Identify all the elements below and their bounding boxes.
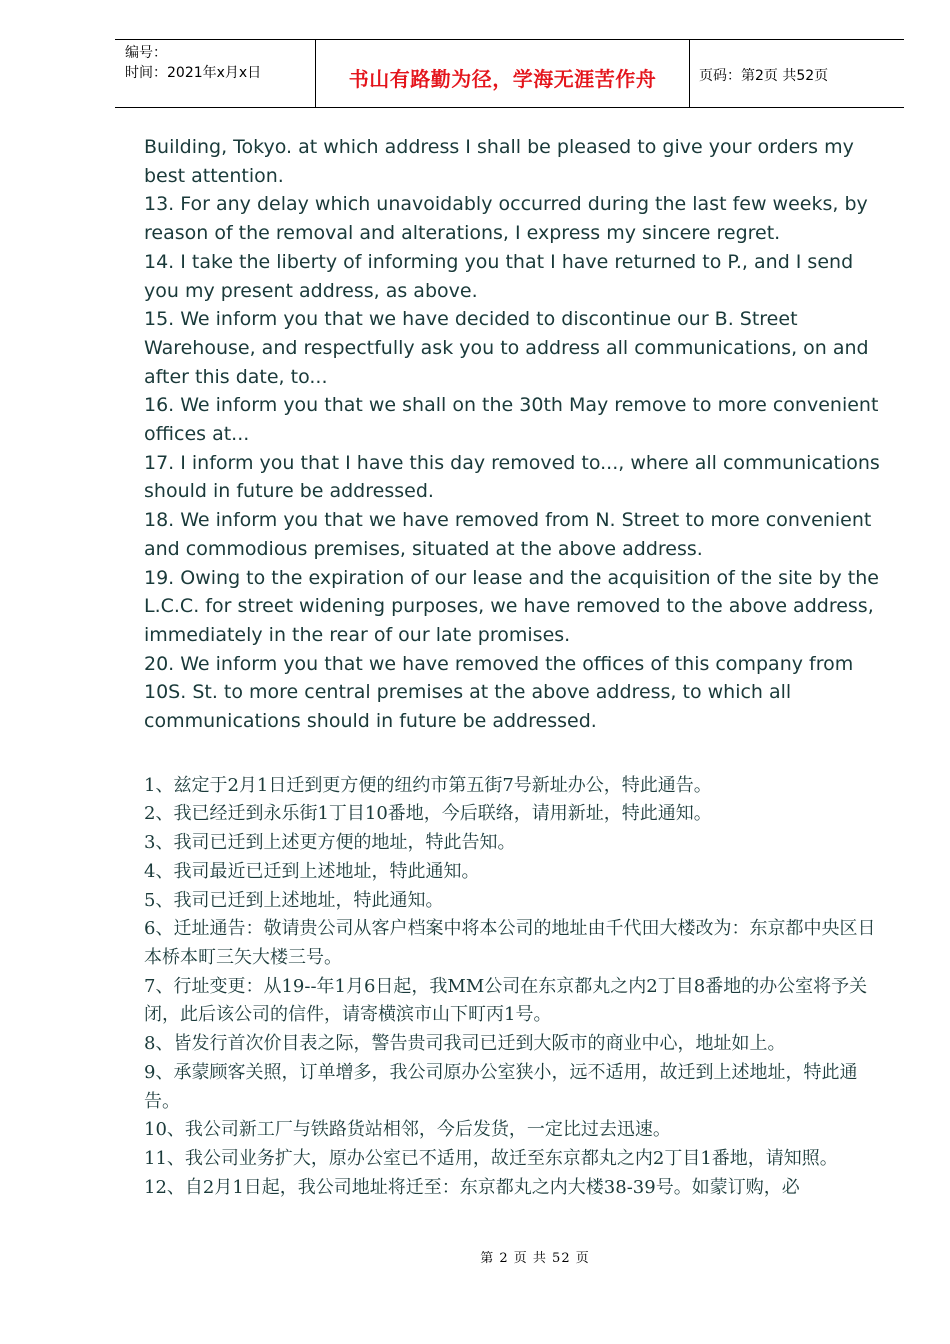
english-paragraph: Building, Tokyo. at which address I shall be pleased to give your orders my best attention. [144,136,854,187]
chinese-paragraph: 5、我司已迁到上述地址，特此通知。 [144,889,444,911]
english-paragraph: 17. I inform you that I have this day removed to..., where all communications should in future be addressed. [144,451,880,503]
page-header [115,39,904,108]
chinese-paragraph: 10、我公司新工厂与铁路货站相邻，今后发货，一定比过去迅速。 [144,1119,671,1141]
page-footer: 第 2 页 共 52 页 [480,1251,590,1266]
chinese-paragraph: 7、行址变更：从19--年1月6日起，我MM公司在东京都丸之内2丁目8番地的办公室将予关闭，此后该公司的信件，请寄横滨市山下町丙1号。 [144,975,868,1026]
chinese-paragraph: 6、迁址通告：敬请贵公司从客户档案中将本公司的地址由千代田大楼改为：东京都中央区日本桥本町三矢大楼三号。 [144,918,876,968]
english-paragraph: 15. We inform you that we have decided to discontinue our B. Street Warehouse, and respectfully ask you to address all communications, on and after this date, to... [144,308,869,388]
chinese-paragraph: 8、皆发行首次价目表之际，警告贵司我司已迁到大阪市的商业中心，地址如上。 [144,1033,786,1055]
english-paragraph: 19. Owing to the expiration of our lease and the acquisition of the site by the L.C.C. for street widening purposes, we have removed to the above address, immediately in the rear of our late promises. [144,566,879,646]
chinese-paragraph: 11、我公司业务扩大，原办公室已不适用，故迁至东京都丸之内2丁目1番地，请知照。 [144,1147,838,1169]
english-paragraph: 14. I take the liberty of informing you that I have returned to P., and I send you my present address, as above. [144,250,854,302]
english-paragraph: 18. We inform you that we have removed from N. Street to more convenient and commodious premises, situated at the above address. [144,509,872,560]
page-info: 页码：第2页 共52页 [699,68,829,84]
header-motto-cell [316,40,690,107]
english-paragraph: 16. We inform you that we shall on the 30th May remove to more convenient offices at... [144,394,879,446]
motto: 书山有路勤为径，学海无涯苦作舟 [348,67,657,91]
chinese-paragraph: 2、我已经迁到永乐街1丁目10番地，今后联络，请用新址，特此通知。 [144,803,712,825]
chinese-paragraph: 1、兹定于2月1日迁到更方便的纽约市第五街7号新址办公，特此通告。 [144,774,712,796]
code-label: 编号： [125,45,167,61]
chinese-paragraph: 3、我司已迁到上述更方便的地址，特此告知。 [144,832,516,854]
chinese-paragraph: 4、我司最近已迁到上述地址，特此通知。 [144,860,480,882]
chinese-paragraph: 12、自2月1日起，我公司地址将迁至：东京都丸之内大楼38-39号。如蒙订购，必 [144,1176,800,1198]
chinese-section [144,772,884,1203]
chinese-paragraph: 9、承蒙顾客关照，订单增多，我公司原办公室狭小，远不适用，故迁到上述地址，特此通告。 [144,1061,858,1112]
english-paragraph: 13. For any delay which unavoidably occurred during the last few weeks, by reason of the removal and alterations, I express my sincere regret. [144,193,868,245]
english-section [144,133,884,736]
header-meta-cell [115,40,316,107]
document-body [144,133,884,1202]
english-paragraph: 20. We inform you that we have removed the offices of this company from 10S. St. to more central premises at the above address, to which all communications should in future be addressed. [144,652,854,733]
header-page-cell [690,40,904,107]
time-label: 时间：2021年x月x日 [125,65,262,81]
